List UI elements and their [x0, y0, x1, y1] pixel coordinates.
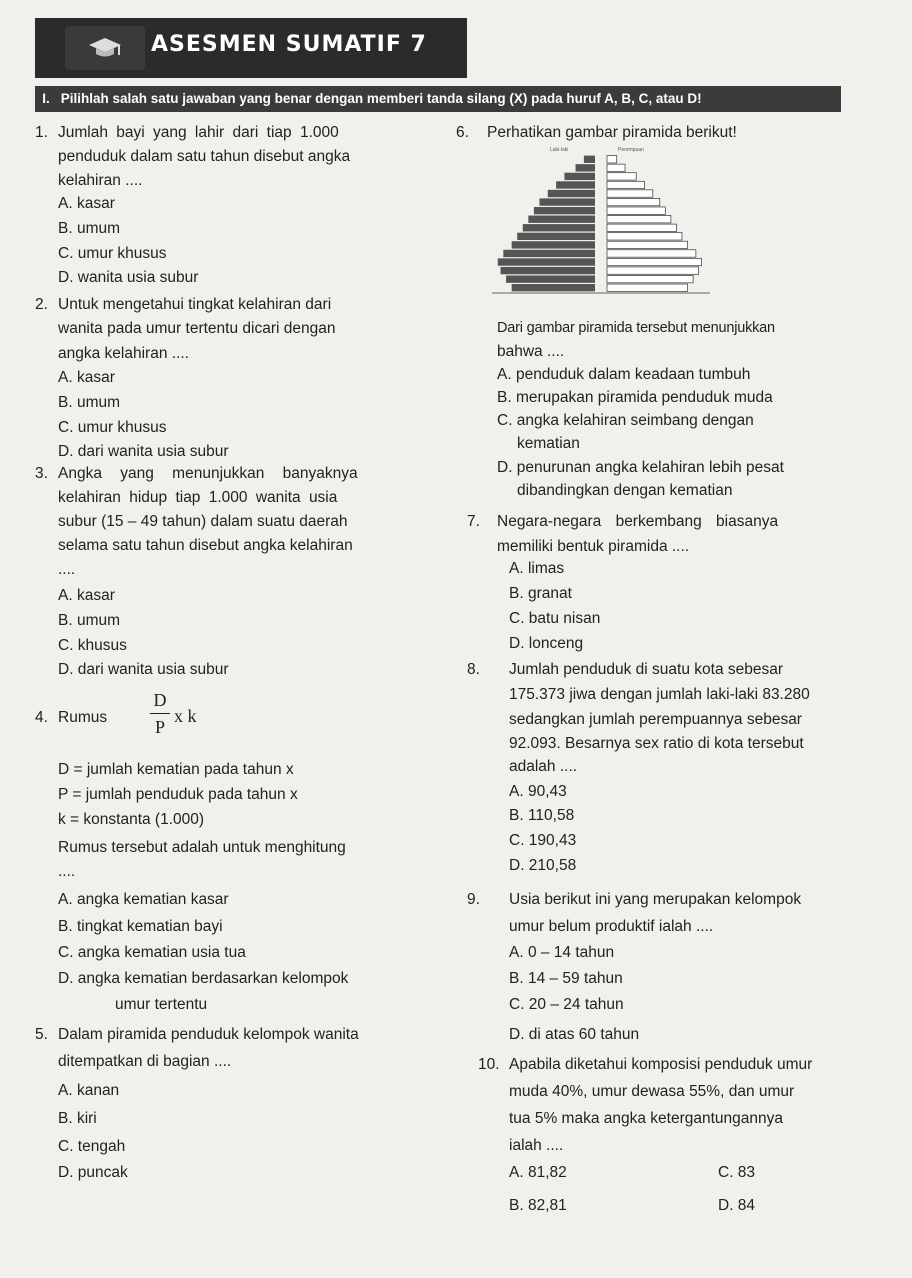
q6-option-c-cont: kematian: [517, 435, 580, 452]
q1-number: 1.: [35, 124, 48, 141]
q6-option-c[interactable]: C. angka kelahiran seimbang dengan: [497, 412, 754, 429]
header-badge: [65, 26, 145, 70]
pyramid-male-bar: [548, 190, 595, 197]
q10-line1: Apabila diketahui komposisi penduduk umur: [509, 1056, 813, 1073]
q9-option-b[interactable]: B. 14 – 59 tahun: [509, 970, 623, 987]
q2-option-b[interactable]: B. umum: [58, 394, 121, 411]
pyramid-male-bar: [523, 224, 595, 231]
q8-line1: Jumlah penduduk di suatu kota sebesar: [509, 661, 784, 678]
q2-option-a[interactable]: A. kasar: [58, 369, 115, 386]
q8-line4: 92.093. Besarnya sex ratio di kota tersebut: [509, 735, 804, 752]
pyramid-female-bar: [607, 207, 665, 214]
q4-number: 4.: [35, 709, 48, 726]
q2-number: 2.: [35, 296, 48, 313]
q6-number: 6.: [456, 124, 469, 141]
q10-line4: ialah ....: [509, 1137, 564, 1154]
q6-option-d-cont: dibandingkan dengan kematian: [517, 482, 733, 499]
q1-option-a[interactable]: A. kasar: [58, 195, 115, 212]
q10-option-a[interactable]: A. 81,82: [509, 1164, 567, 1181]
pyramid-female-bar: [607, 164, 625, 171]
q3-option-d[interactable]: D. dari wanita usia subur: [58, 661, 229, 678]
q4-option-a[interactable]: A. angka kematian kasar: [58, 891, 229, 908]
q10-number: 10.: [478, 1056, 500, 1073]
q4-fraction-bar: [150, 713, 170, 714]
q9-option-c[interactable]: C. 20 – 24 tahun: [509, 996, 624, 1013]
pyramid-male-bar: [539, 198, 595, 205]
q3-line5: ....: [58, 561, 76, 578]
q8-line2: 175.373 jiwa dengan jumlah laki-laki 83.280: [509, 686, 810, 703]
q8-line5: adalah ....: [509, 758, 578, 775]
q6-line1: Perhatikan gambar piramida berikut!: [487, 124, 737, 141]
q3-number: 3.: [35, 465, 48, 482]
q1-line3: kelahiran ....: [58, 172, 143, 189]
pyramid-female-bar: [607, 181, 645, 188]
pyramid-female-bar: [607, 241, 688, 248]
q7-option-d[interactable]: D. lonceng: [509, 635, 584, 652]
pyramid-male-bar: [528, 216, 595, 223]
pyramid-female-bar: [607, 224, 676, 231]
q7-line2: memiliki bentuk piramida ....: [497, 538, 690, 555]
q4-option-b[interactable]: B. tingkat kematian bayi: [58, 918, 223, 935]
q10-line3: tua 5% maka angka ketergantungannya: [509, 1110, 784, 1127]
q8-option-b[interactable]: B. 110,58: [509, 807, 575, 824]
q8-option-d[interactable]: D. 210,58: [509, 857, 577, 874]
q4-numerator: D: [153, 690, 167, 710]
q2-line2: wanita pada umur tertentu dicari dengan: [58, 320, 336, 337]
q7-option-a[interactable]: A. limas: [509, 560, 565, 577]
pyramid-female-bar: [607, 284, 688, 291]
pyramid-male-bar: [501, 267, 595, 274]
instruction-text: Pilihlah salah satu jawaban yang benar dengan memberi tanda silang (X) pada huruf A, B, C, atau D!: [60, 91, 702, 106]
q5-number: 5.: [35, 1026, 48, 1043]
q2-line3: angka kelahiran ....: [58, 345, 189, 362]
q8-line3: sedangkan jumlah perempuannya sebesar: [509, 711, 802, 728]
q10-option-d[interactable]: D. 84: [718, 1197, 756, 1214]
q1-option-d[interactable]: D. wanita usia subur: [58, 269, 199, 286]
q4-label: Rumus: [58, 709, 108, 726]
q5-option-a[interactable]: A. kanan: [58, 1082, 120, 1099]
q3-line3: subur (15 – 49 tahun) dalam suatu daerah: [58, 513, 348, 530]
q10-line2: muda 40%, umur dewasa 55%, dan umur: [509, 1083, 795, 1100]
q10-option-b[interactable]: B. 82,81: [509, 1197, 567, 1214]
q8-option-a[interactable]: A. 90,43: [509, 783, 567, 800]
pyramid-female-bar: [607, 216, 671, 223]
q4-def-k: k = konstanta (1.000): [58, 811, 205, 828]
pyramid-male-bar: [512, 284, 595, 291]
q1-line1: Jumlah bayi yang lahir dari tiap 1.000: [58, 124, 339, 141]
q3-option-c[interactable]: C. khusus: [58, 637, 127, 654]
q6-option-d[interactable]: D. penurunan angka kelahiran lebih pesat: [497, 459, 784, 476]
q7-line1: Negara-negara berkembang biasanya: [497, 513, 779, 530]
q2-option-c[interactable]: C. umur khusus: [58, 419, 167, 436]
q9-line2: umur belum produktif ialah ....: [509, 918, 714, 935]
q6-option-b[interactable]: B. merupakan piramida penduduk muda: [497, 389, 773, 406]
pyramid-female-bar: [607, 275, 693, 282]
q4-line2: ....: [58, 863, 76, 880]
q7-option-b[interactable]: B. granat: [509, 585, 572, 602]
q9-number: 9.: [467, 891, 480, 908]
q4-option-c[interactable]: C. angka kematian usia tua: [58, 944, 246, 961]
q1-option-c[interactable]: C. umur khusus: [58, 245, 167, 262]
pyramid-male-bar: [556, 181, 595, 188]
instruction-bar: [35, 86, 841, 112]
pyramid-male-bar: [503, 250, 595, 257]
q5-option-d[interactable]: D. puncak: [58, 1164, 128, 1181]
pyramid-male-bar: [498, 258, 595, 265]
q2-line1: Untuk mengetahui tingkat kelahiran dari: [58, 296, 332, 313]
pyramid-male-bar: [517, 233, 595, 240]
q9-option-a[interactable]: A. 0 – 14 tahun: [509, 944, 615, 961]
q4-def-d: D = jumlah kematian pada tahun x: [58, 761, 294, 778]
pyramid-male-bar: [534, 207, 595, 214]
q5-option-c[interactable]: C. tengah: [58, 1138, 126, 1155]
q2-option-d[interactable]: D. dari wanita usia subur: [58, 443, 229, 460]
q4-line1: Rumus tersebut adalah untuk menghitung: [58, 839, 346, 856]
q6-line3: bahwa ....: [497, 343, 565, 360]
q4-suffix: x k: [174, 706, 197, 726]
pyramid-female-bar: [607, 233, 682, 240]
graduation-cap-icon: [87, 36, 123, 60]
q4-option-d[interactable]: D. angka kematian berdasarkan kelompok: [58, 970, 349, 987]
header-banner: [35, 18, 467, 78]
population-pyramid: [490, 145, 712, 303]
pyramid-female-bar: [607, 190, 653, 197]
q9-option-d[interactable]: D. di atas 60 tahun: [509, 1026, 640, 1043]
pyramid-female-bar: [607, 258, 701, 265]
q7-option-c[interactable]: C. batu nisan: [509, 610, 601, 627]
q3-line2: kelahiran hidup tiap 1.000 wanita usia: [58, 489, 338, 506]
pyramid-male-bar: [576, 164, 595, 171]
page-title: ASESMEN SUMATIF 7: [151, 32, 427, 57]
q8-option-c[interactable]: C. 190,43: [509, 832, 577, 849]
q3-option-a[interactable]: A. kasar: [58, 587, 115, 604]
q1-line2: penduduk dalam satu tahun disebut angka: [58, 148, 351, 165]
q8-number: 8.: [467, 661, 480, 678]
q3-option-b[interactable]: B. umum: [58, 612, 121, 629]
q3-line4: selama satu tahun disebut angka kelahiran: [58, 537, 353, 554]
pyramid-female-bar: [607, 156, 617, 163]
q6-option-a[interactable]: A. penduduk dalam keadaan tumbuh: [497, 366, 751, 383]
instruction-number: I.: [42, 91, 50, 106]
pyramid-male-label: Laki-laki: [550, 147, 569, 153]
q9-line1: Usia berikut ini yang merupakan kelompok: [509, 891, 802, 908]
pyramid-female-bar: [607, 250, 696, 257]
pyramid-female-bar: [607, 198, 660, 205]
q10-option-c[interactable]: C. 83: [718, 1164, 756, 1181]
q4-def-p: P = jumlah penduduk pada tahun x: [58, 786, 298, 803]
pyramid-male-bar: [584, 156, 595, 163]
q4-option-d-cont: umur tertentu: [115, 996, 208, 1013]
q5-line1: Dalam piramida penduduk kelompok wanita: [58, 1026, 359, 1043]
q4-denominator: P: [154, 717, 165, 737]
pyramid-male-bar: [506, 275, 595, 282]
pyramid-female-label: Perempuan: [618, 147, 644, 153]
pyramid-female-bar: [607, 173, 636, 180]
q5-line2: ditempatkan di bagian ....: [58, 1053, 232, 1070]
q6-line2: Dari gambar piramida tersebut menunjukkan: [497, 320, 775, 336]
pyramid-male-bar: [512, 241, 595, 248]
q5-option-b[interactable]: B. kiri: [58, 1110, 97, 1127]
q3-line1: Angka yang menunjukkan banyaknya: [58, 465, 358, 482]
q7-number: 7.: [467, 513, 480, 530]
pyramid-male-bar: [564, 173, 595, 180]
q1-option-b[interactable]: B. umum: [58, 220, 121, 237]
pyramid-female-bar: [607, 267, 699, 274]
